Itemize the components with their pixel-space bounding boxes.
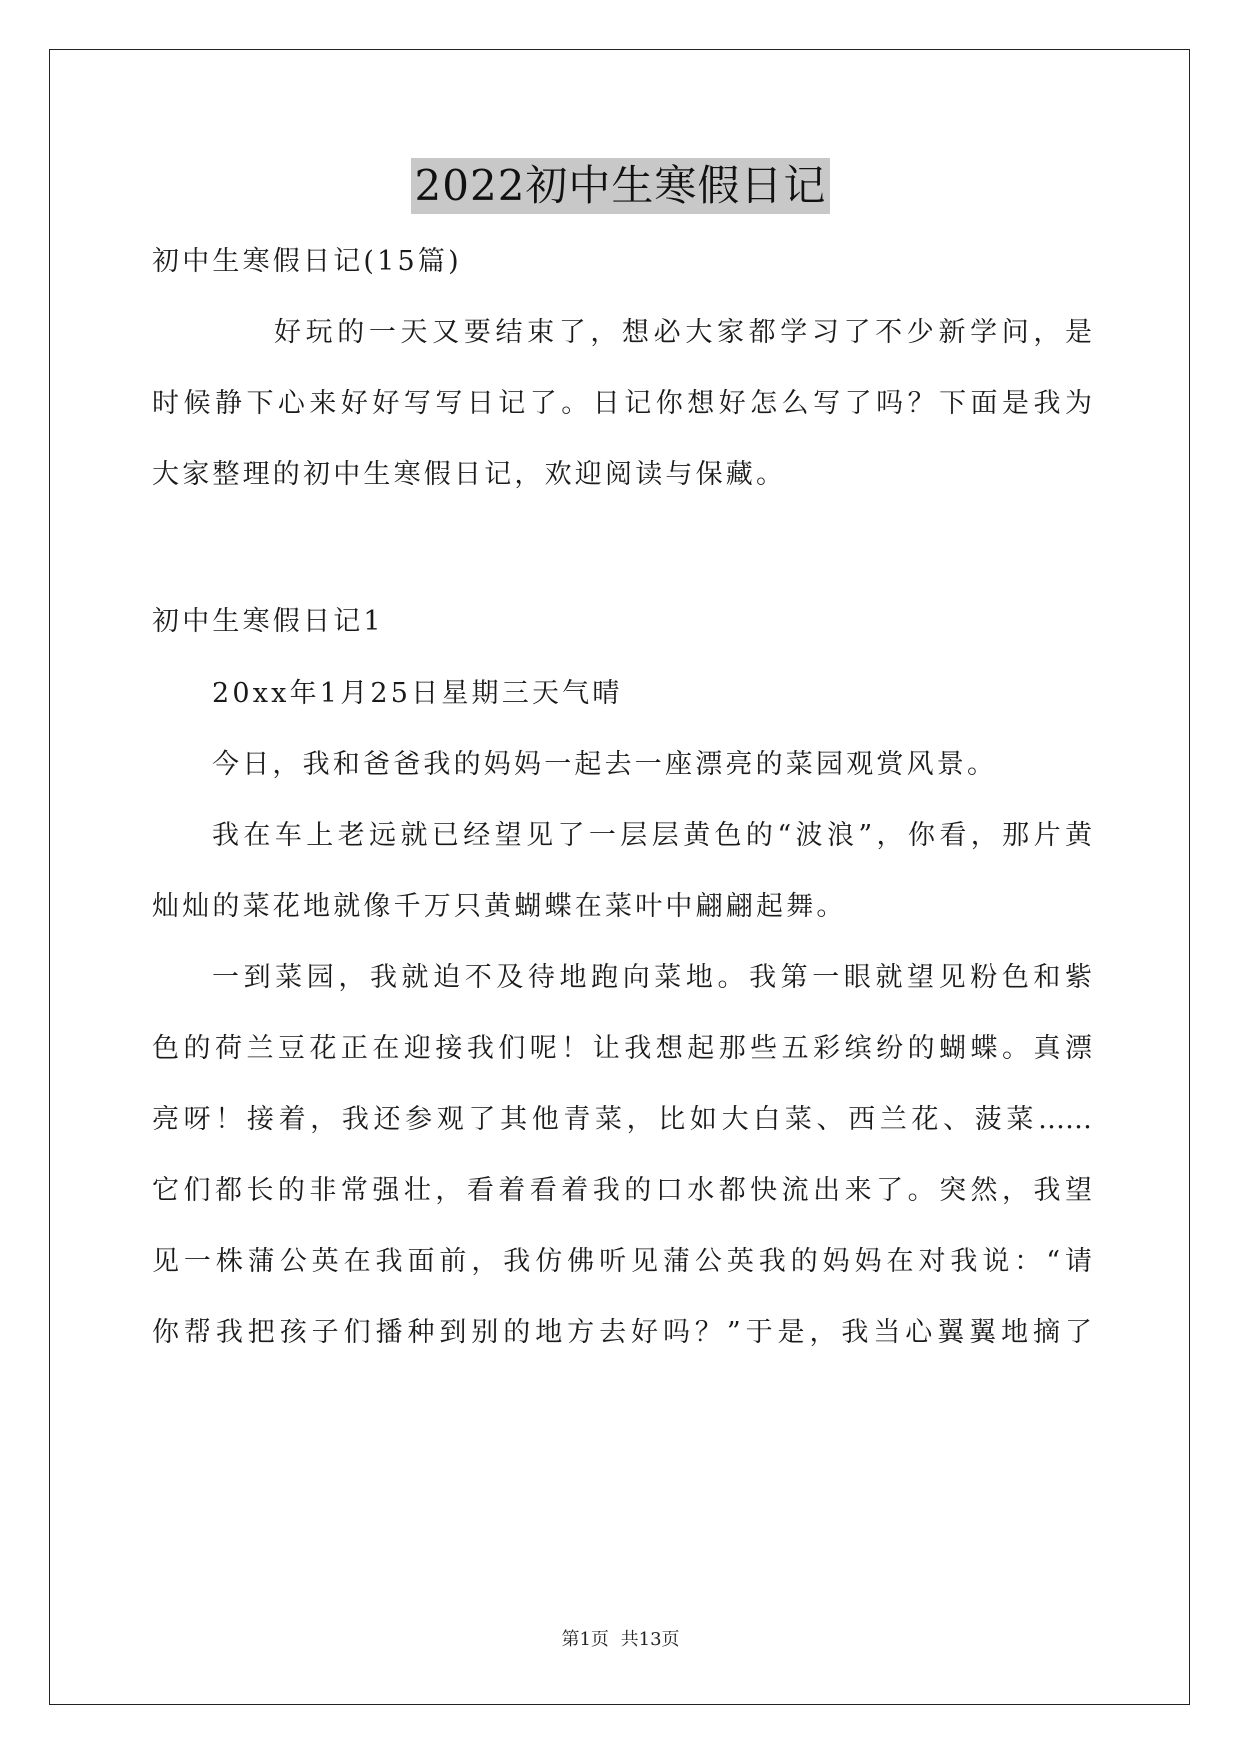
paragraph-line: 今日，我和爸爸我的妈妈一起去一座漂亮的菜园观赏风景。	[212, 749, 998, 780]
page-number: 第1页	[561, 1629, 609, 1650]
page-footer	[0, 1628, 1241, 1652]
page-border	[49, 49, 1190, 1705]
paragraph-line: 灿灿的菜花地就像千万只黄蝴蝶在菜叶中翩翩起舞。	[152, 891, 847, 922]
paragraph-line: 它们都长的非常强壮，看着看着我的口水都快流出来了。突然，我望	[152, 1175, 1092, 1206]
subtitle: 初中生寒假日记(15篇)	[152, 246, 462, 277]
paragraph-line: 你帮我把孩子们播种到别的地方去好吗？”于是，我当心翼翼地摘了	[152, 1317, 1092, 1348]
paragraph-line: 色的荷兰豆花正在迎接我们呢！让我想起那些五彩缤纷的蝴蝶。真漂	[152, 1033, 1092, 1064]
intro-line: 时候静下心来好好写写日记了。日记你想好怎么写了吗？下面是我为	[152, 388, 1092, 419]
paragraph-line: 亮呀！接着，我还参观了其他青菜，比如大白菜、西兰花、菠菜……	[152, 1104, 1092, 1135]
date-line: 20xx年1月25日星期三天气晴	[212, 678, 623, 709]
section-heading: 初中生寒假日记1	[152, 606, 384, 637]
paragraph-line: 我在车上老远就已经望见了一层层黄色的“波浪”，你看，那片黄	[212, 820, 1092, 851]
paragraph-line: 见一株蒲公英在我面前，我仿佛听见蒲公英我的妈妈在对我说：“请	[152, 1246, 1092, 1277]
paragraph-line: 一到菜园，我就迫不及待地跑向菜地。我第一眼就望见粉色和紫	[212, 962, 1092, 993]
document-title: 2022初中生寒假日记	[411, 158, 831, 214]
intro-line: 好玩的一天又要结束了，想必大家都学习了不少新学问，是	[274, 317, 1092, 348]
page-total: 共13页	[620, 1629, 680, 1650]
intro-line: 大家整理的初中生寒假日记，欢迎阅读与保藏。	[152, 459, 787, 490]
title-container	[0, 158, 1241, 214]
